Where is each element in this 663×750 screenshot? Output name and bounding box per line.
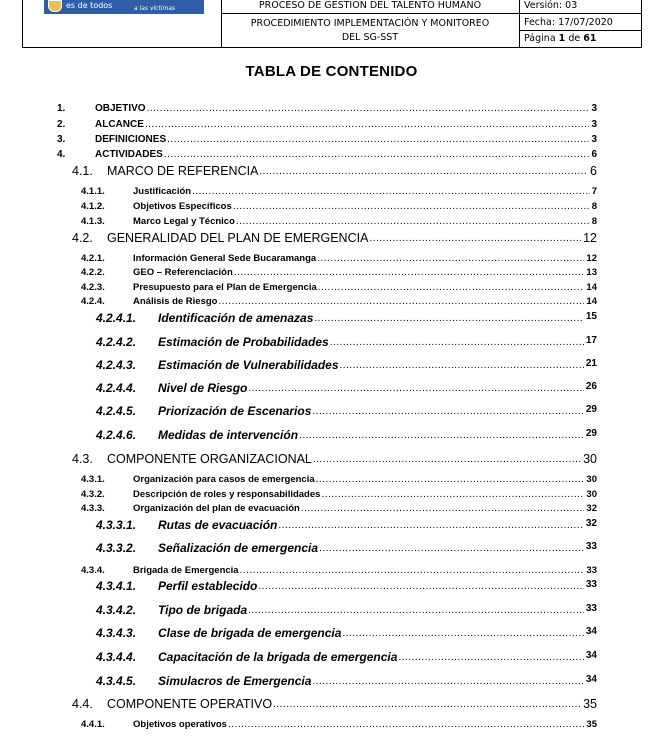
toc-entry-label: ALCANCE (95, 119, 144, 130)
toc-entry-label: GENERALIDAD DEL PLAN DE EMERGENCIA (107, 231, 369, 245)
toc-entry-label: Organización para casos de emergencia (133, 474, 315, 485)
toc-entry-page: 30 (586, 474, 597, 485)
toc-entry-page: 12 (583, 231, 597, 245)
logo-text-secondary: a las víctimas (134, 5, 176, 12)
toc-dot-leader (240, 566, 585, 576)
toc-entry-page: 32 (586, 503, 597, 514)
toc-entry-page: 33 (585, 541, 597, 552)
toc-dot-leader (164, 150, 590, 160)
toc-entry-number: 4.1.3. (81, 216, 105, 227)
toc-dot-leader (312, 677, 583, 687)
toc-entry-label: Nivel de Riesgo (158, 381, 248, 395)
page-current: 1 (558, 33, 566, 44)
toc-dot-leader (369, 234, 581, 244)
toc-entry-label: Simulacros de Emergencia (158, 674, 312, 688)
toc-entry-label: Estimación de Vulnerabilidades (158, 358, 339, 372)
header-process: PROCESO DE GESTIÓN DEL TALENTO HUMANO (258, 0, 482, 11)
toc-entry-page: 29 (585, 404, 597, 415)
toc-entry-label: Medidas de intervención (158, 428, 299, 442)
toc-entry-label: Justificación (133, 186, 192, 197)
toc-entry-number: 4.1. (72, 164, 93, 178)
toc-entry-label: GEO – Referenciación (133, 267, 233, 278)
toc-entry-label: Marco Legal y Técnico (133, 216, 235, 227)
toc-entry-page: 30 (583, 452, 597, 466)
toc-dot-leader (259, 167, 588, 177)
header-divider (519, 30, 641, 31)
toc-entry-label: Rutas de evacuación (158, 518, 278, 532)
toc-dot-leader (330, 338, 584, 348)
toc-dot-leader (236, 217, 590, 227)
toc-dot-leader (321, 490, 584, 500)
toc-entry-page: 26 (585, 381, 597, 392)
toc-dot-leader (314, 314, 583, 324)
header-divider (221, 13, 641, 14)
toc-entry-page: 33 (585, 603, 597, 614)
toc-entry-number: 4.1.1. (81, 186, 105, 197)
toc-entry-label: Capacitación de la brigada de emergencia (158, 650, 398, 664)
toc-dot-leader (278, 521, 583, 531)
toc-dot-leader (228, 720, 584, 730)
toc-entry-page: 21 (585, 358, 597, 369)
toc-entry-number: 4.3.3.2. (96, 541, 137, 555)
toc-entry-page: 15 (585, 311, 597, 322)
toc-entry-page: 3 (591, 134, 597, 145)
toc-entry-number: 2. (57, 119, 66, 130)
toc-entry-label: Tipo de brigada (158, 603, 248, 617)
toc-entry-label: Presupuesto para el Plan de Emergencia (133, 282, 317, 293)
toc-entry-page: 6 (590, 164, 597, 178)
toc-entry-page: 13 (586, 267, 597, 278)
toc-entry-page: 17 (585, 335, 597, 346)
header-date: Fecha: 17/07/2020 (524, 17, 613, 28)
toc-entry-label: Brigada de Emergencia (133, 565, 239, 576)
toc-entry-label: Estimación de Probabilidades (158, 335, 329, 349)
toc-entry-label: OBJETIVO (95, 103, 146, 114)
toc-dot-leader (218, 297, 584, 307)
toc-entry-label: Objetivos Específicos (133, 201, 232, 212)
toc-dot-leader (342, 629, 583, 639)
toc-entry-label: Priorización de Escenarios (158, 404, 312, 418)
toc-entry-page: 14 (586, 282, 597, 293)
toc-dot-leader (313, 455, 581, 465)
toc-entry-number: 4.2.4.3. (96, 358, 137, 372)
toc-entry-number: 3. (57, 134, 66, 145)
header-version: Versión: 03 (524, 0, 578, 11)
toc-dot-leader (167, 135, 589, 145)
toc-entry-label: Descripción de roles y responsabilidades (133, 489, 321, 500)
toc-dot-leader (258, 582, 584, 592)
toc-entry-number: 4.2.2. (81, 267, 105, 278)
toc-dot-leader (248, 606, 584, 616)
toc-entry-page: 34 (585, 674, 597, 685)
toc-entry-page: 35 (586, 719, 597, 730)
toc-entry-number: 4.2.4.6. (96, 428, 137, 442)
toc-dot-leader (299, 431, 584, 441)
toc-entry-number: 4.3.3.1. (96, 518, 137, 532)
toc-entry-number: 4.4.1. (81, 719, 105, 730)
toc-entry-number: 4.3.1. (81, 474, 105, 485)
toc-entry-number: 4.2.4.1. (96, 311, 137, 325)
toc-dot-leader (398, 653, 583, 663)
toc-entry-label: MARCO DE REFERENCIA (107, 164, 259, 178)
toc-dot-leader (233, 202, 590, 212)
toc-entry-number: 4.2.4.2. (96, 335, 137, 349)
toc-entry-number: 4.3.4.5. (96, 674, 137, 688)
toc-entry-number: 4.1.2. (81, 201, 105, 212)
page-total: 61 (583, 33, 597, 44)
toc-entry-page: 29 (585, 428, 597, 439)
toc-entry-number: 4.3.4.4. (96, 650, 137, 664)
toc-entry-label: COMPONENTE ORGANIZACIONAL (107, 452, 312, 466)
toc-entry-page: 33 (585, 579, 597, 590)
toc-entry-label: Señalización de emergencia (158, 541, 319, 555)
logo-text-primary: es de todos (66, 1, 113, 10)
toc-dot-leader (318, 283, 585, 293)
toc-entry-number: 4.3.4.2. (96, 603, 137, 617)
toc-dot-leader (234, 268, 585, 278)
toc-dot-leader (340, 361, 584, 371)
toc-entry-number: 4.2.4.5. (96, 404, 137, 418)
toc-entry-label: Identificación de amenazas (158, 311, 314, 325)
toc-dot-leader (316, 475, 585, 485)
page-prefix: Página (524, 33, 556, 44)
toc-entry-page: 33 (586, 565, 597, 576)
toc-entry-label: DEFINICIONES (95, 134, 167, 145)
toc-entry-number: 4.3.4.1. (96, 579, 137, 593)
toc-entry-number: 4.3.2. (81, 489, 105, 500)
toc-entry-number: 4.2.4. (81, 296, 105, 307)
toc-entry-page: 30 (586, 489, 597, 500)
toc-entry-label: Análisis de Riesgo (133, 296, 218, 307)
toc-entry-number: 4.2.4.4. (96, 381, 137, 395)
toc-entry-number: 4.2.1. (81, 253, 105, 264)
toc-entry-page: 34 (585, 650, 597, 661)
toc-entry-page: 35 (583, 697, 597, 711)
toc-dot-leader (301, 504, 585, 514)
toc-entry-number: 4.3.3. (81, 503, 105, 514)
toc-dot-leader (192, 187, 590, 197)
toc-entry-page: 8 (591, 216, 597, 227)
document-header-table (22, 0, 642, 48)
toc-dot-leader (273, 700, 581, 710)
toc-entry-number: 4. (57, 149, 66, 160)
toc-entry-page: 8 (591, 201, 597, 212)
toc-entry-page: 6 (591, 149, 597, 160)
toc-entry-page: 12 (586, 253, 597, 264)
toc-entry-number: 4.4. (72, 697, 93, 711)
toc-entry-number: 4.3. (72, 452, 93, 466)
toc-entry-label: Perfil establecido (158, 579, 258, 593)
page-of: de (568, 33, 581, 44)
toc-dot-leader (319, 544, 584, 554)
toc-dot-leader (147, 104, 590, 114)
header-divider (519, 0, 520, 47)
toc-entry-page: 3 (591, 103, 597, 114)
toc-dot-leader (145, 120, 590, 130)
toc-dot-leader (317, 254, 584, 264)
toc-entry-label: COMPONENTE OPERATIVO (107, 697, 273, 711)
toc-entry-number: 4.2.3. (81, 282, 105, 293)
toc-entry-page: 32 (585, 518, 597, 529)
toc-entry-page: 7 (591, 186, 597, 197)
toc-dot-leader (248, 384, 584, 394)
toc-entry-number: 4.3.4. (81, 565, 105, 576)
header-procedure-line2: DEL SG-SST (341, 32, 399, 43)
toc-entry-number: 4.3.4.3. (96, 626, 137, 640)
toc-entry-page: 3 (591, 119, 597, 130)
toc-entry-page: 14 (586, 296, 597, 307)
toc-entry-label: Organización del plan de evacuación (133, 503, 300, 514)
toc-dot-leader (312, 407, 583, 417)
toc-entry-number: 1. (57, 103, 66, 114)
toc-entry-page: 34 (585, 626, 597, 637)
toc-entry-label: Información General Sede Bucaramanga (133, 253, 317, 264)
toc-entry-label: Objetivos operativos (133, 719, 227, 730)
page-title: TABLA DE CONTENIDO (245, 63, 418, 80)
toc-entry-label: ACTIVIDADES (95, 149, 163, 160)
header-page-number (524, 33, 596, 44)
toc-entry-number: 4.2. (72, 231, 93, 245)
toc-entry-label: Clase de brigada de emergencia (158, 626, 342, 640)
header-procedure-line1: PROCEDIMIENTO IMPLEMENTACIÓN Y MONITOREO (250, 18, 490, 29)
